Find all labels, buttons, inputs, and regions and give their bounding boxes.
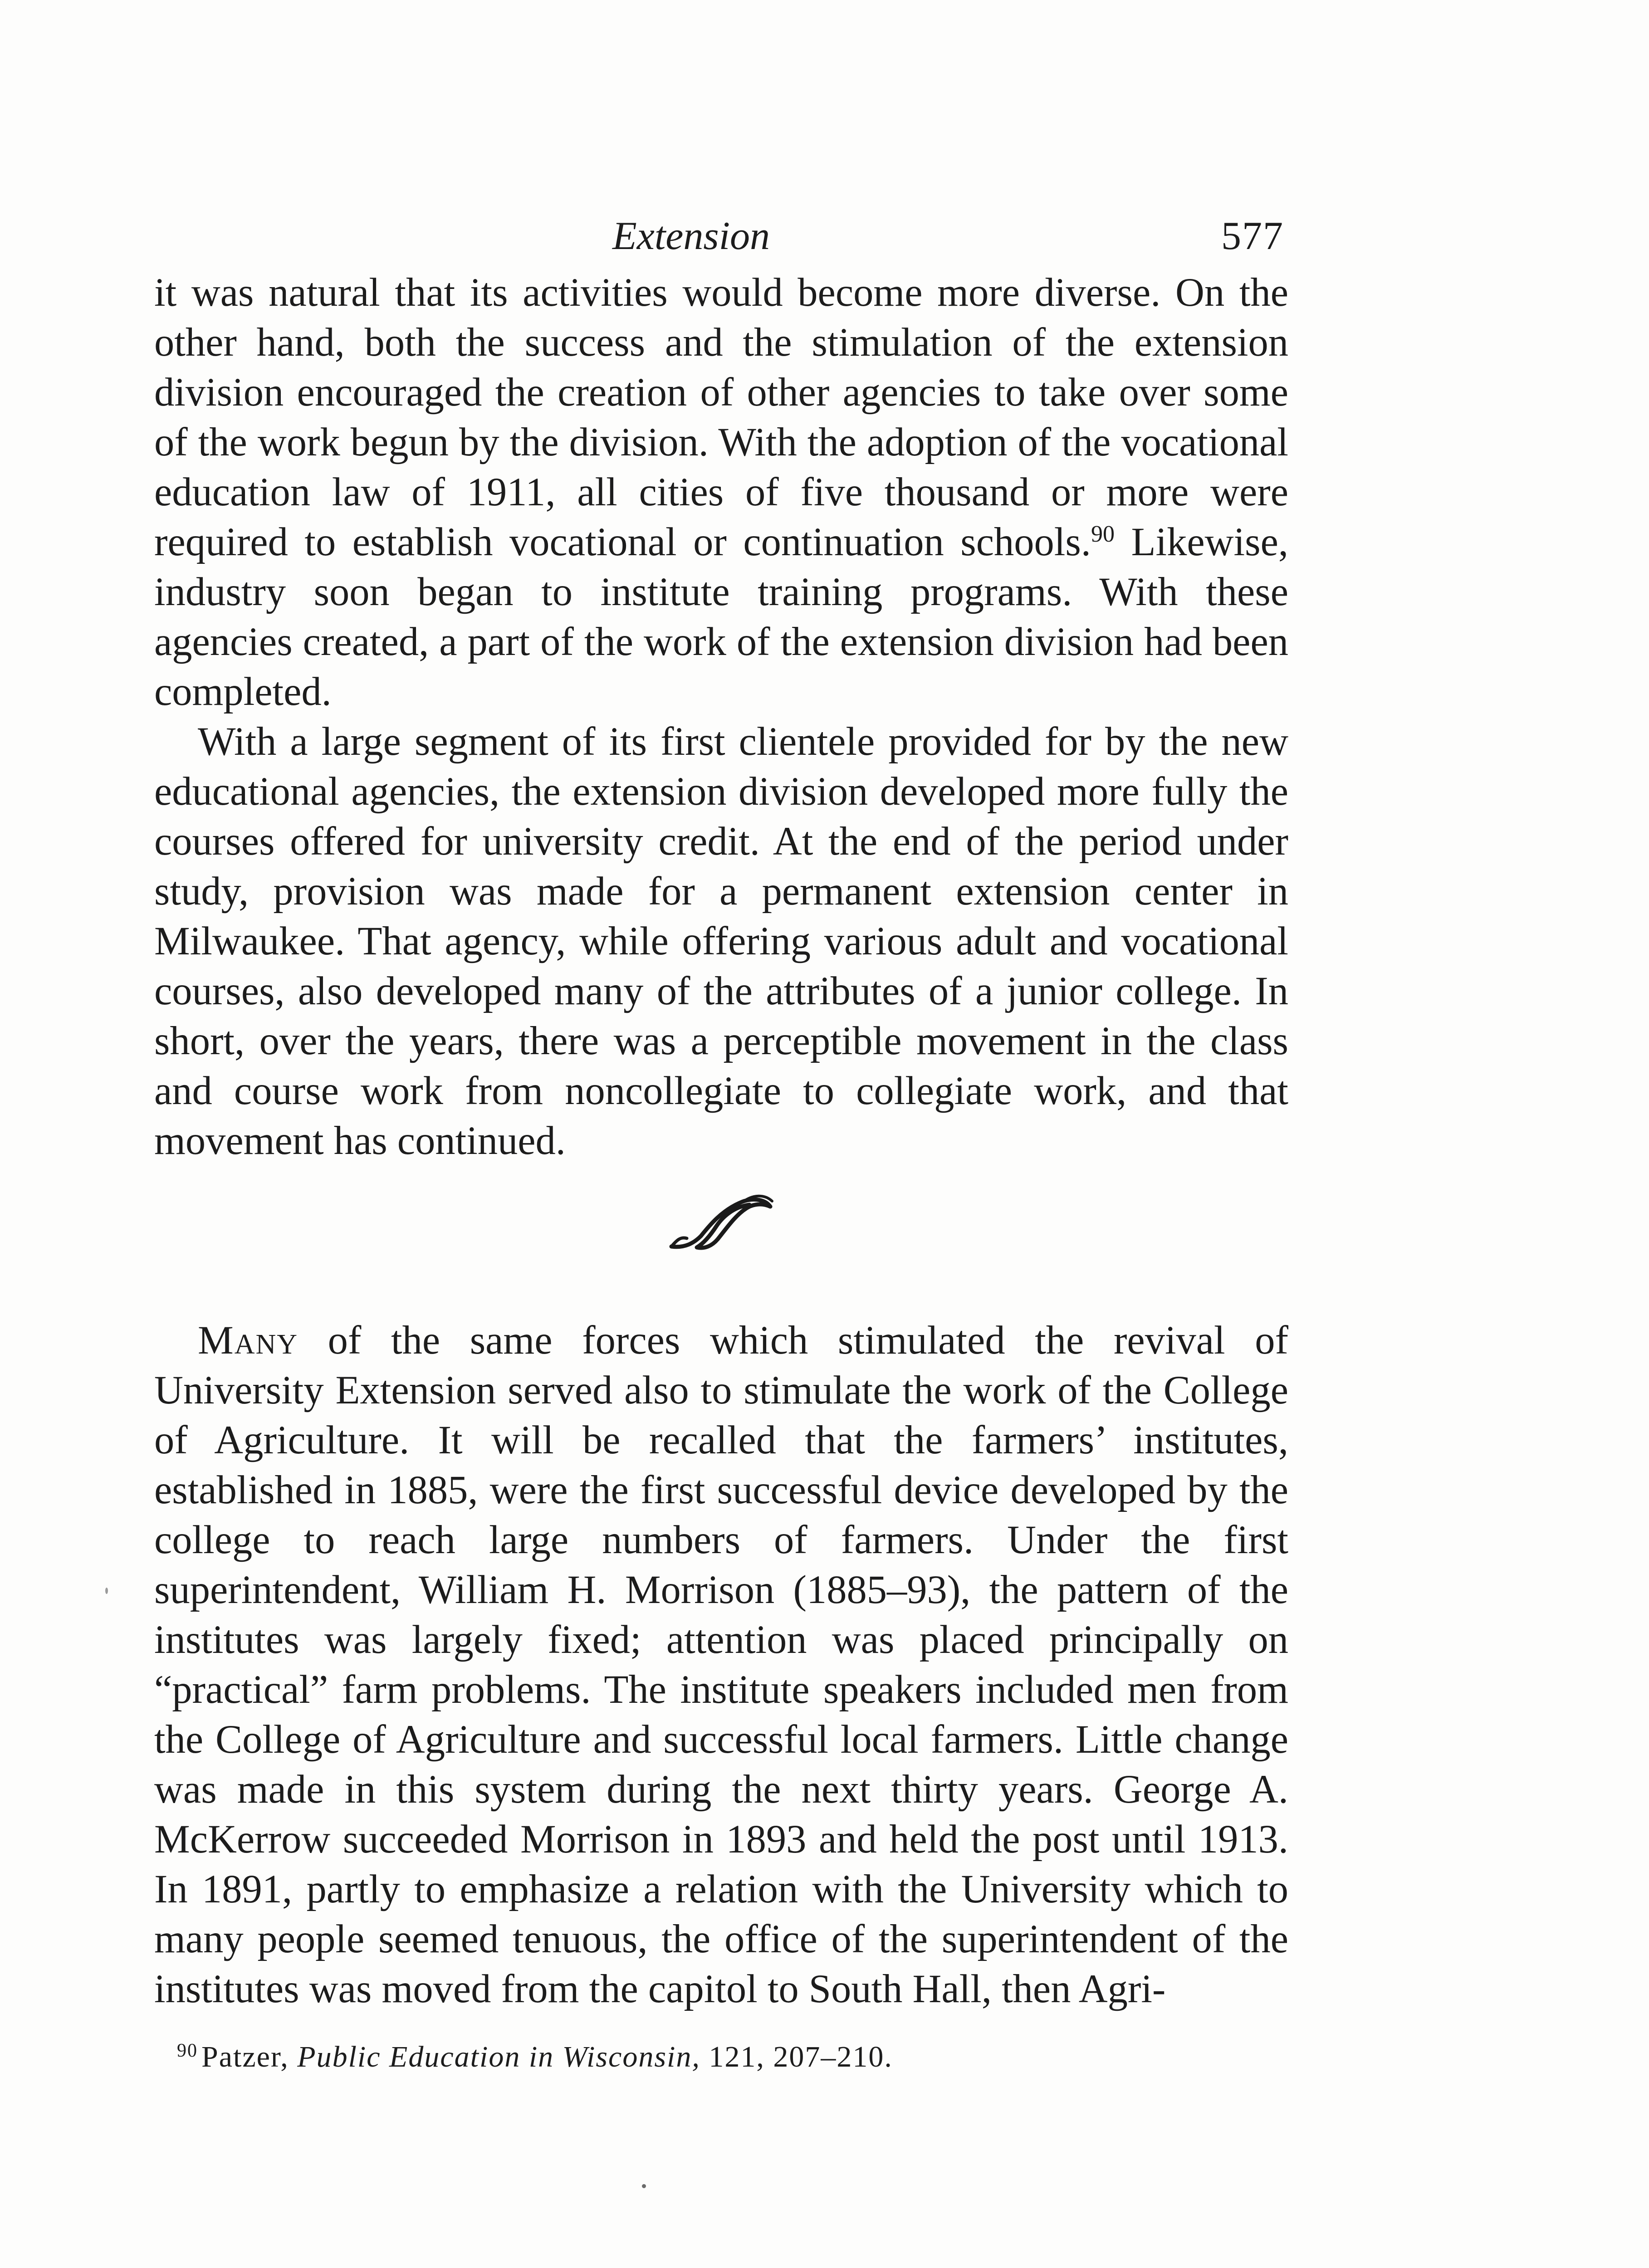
paper-speck <box>642 2184 646 2188</box>
book-page <box>154 200 1288 2107</box>
paragraph-1-text: it was natural that its activities would become more diverse. On the other hand, both the success and the stimulation of the extension division encouraged the creation of other agencies to take over some of the work begun by the division. With the adoption of the vocational education law of 1911, all cities of five thousand or more were required to establish vocational or continuation schools. <box>154 270 1288 564</box>
paragraph-2 <box>154 717 1288 1166</box>
footnote <box>154 2037 1288 2077</box>
paragraph-2-text: With a large segment of its first clientele provided for by the new educational agencies, the extension division developed more fully the courses offered for university credit. At the end of the period under study, provision was made for a permanent extension center in Milwaukee. That agency, while offering various adult and vocational courses, also developed many of the attributes of a junior college. In short, over the years, there was a perceptible movement in the class and course work from noncollegiate to collegiate work, and that movement has continued. <box>154 719 1288 1163</box>
section-ornament <box>154 1166 1288 1315</box>
paragraph-3 <box>154 1315 1288 2014</box>
footnote-pages: 121, 207–210. <box>709 2040 893 2073</box>
paragraph-3-text: of the same forces which stimulated the revival of University Extension served also to stimulate the work of the College of Agriculture. It will be recalled that the farmers’ institutes, established in 1885, were the first successful device developed by the college to reach large numbers of farmers. Under the first superintendent, William H. Morrison (1885–93), the pattern of the institutes was largely fixed; attention was placed principally on “practical” farm problems. The institute speakers included men from the College of Agriculture and successful local farmers. Little change was made in this system during the next thirty years. George A. McKerrow succeeded Morrison in 1893 and held the post until 1913. In 1891, partly to emphasize a relation with the University which to many people seemed tenuous, the office of the superintendent of the institutes was moved from the capitol to South Hall, then Agri- <box>154 1318 1288 2011</box>
fleuron-icon <box>667 1193 776 1252</box>
footnote-title: Public Education in Wisconsin, <box>297 2040 700 2073</box>
paragraph-1-text-continued: Likewise, industry soon began to institute training programs. With these agencies created, a part of the work of the extension division had been completed. <box>154 520 1288 714</box>
lead-word: Many <box>198 1318 298 1363</box>
paper-speck <box>105 1588 108 1594</box>
paragraph-1 <box>154 268 1288 717</box>
footnote-author: Patzer, <box>201 2040 289 2073</box>
running-title: Extension <box>612 214 770 258</box>
footnote-reference: 90 <box>1091 521 1115 547</box>
page-number: 577 <box>1221 214 1284 258</box>
running-head <box>154 200 1288 268</box>
footnote-mark: 90 <box>177 2040 198 2061</box>
